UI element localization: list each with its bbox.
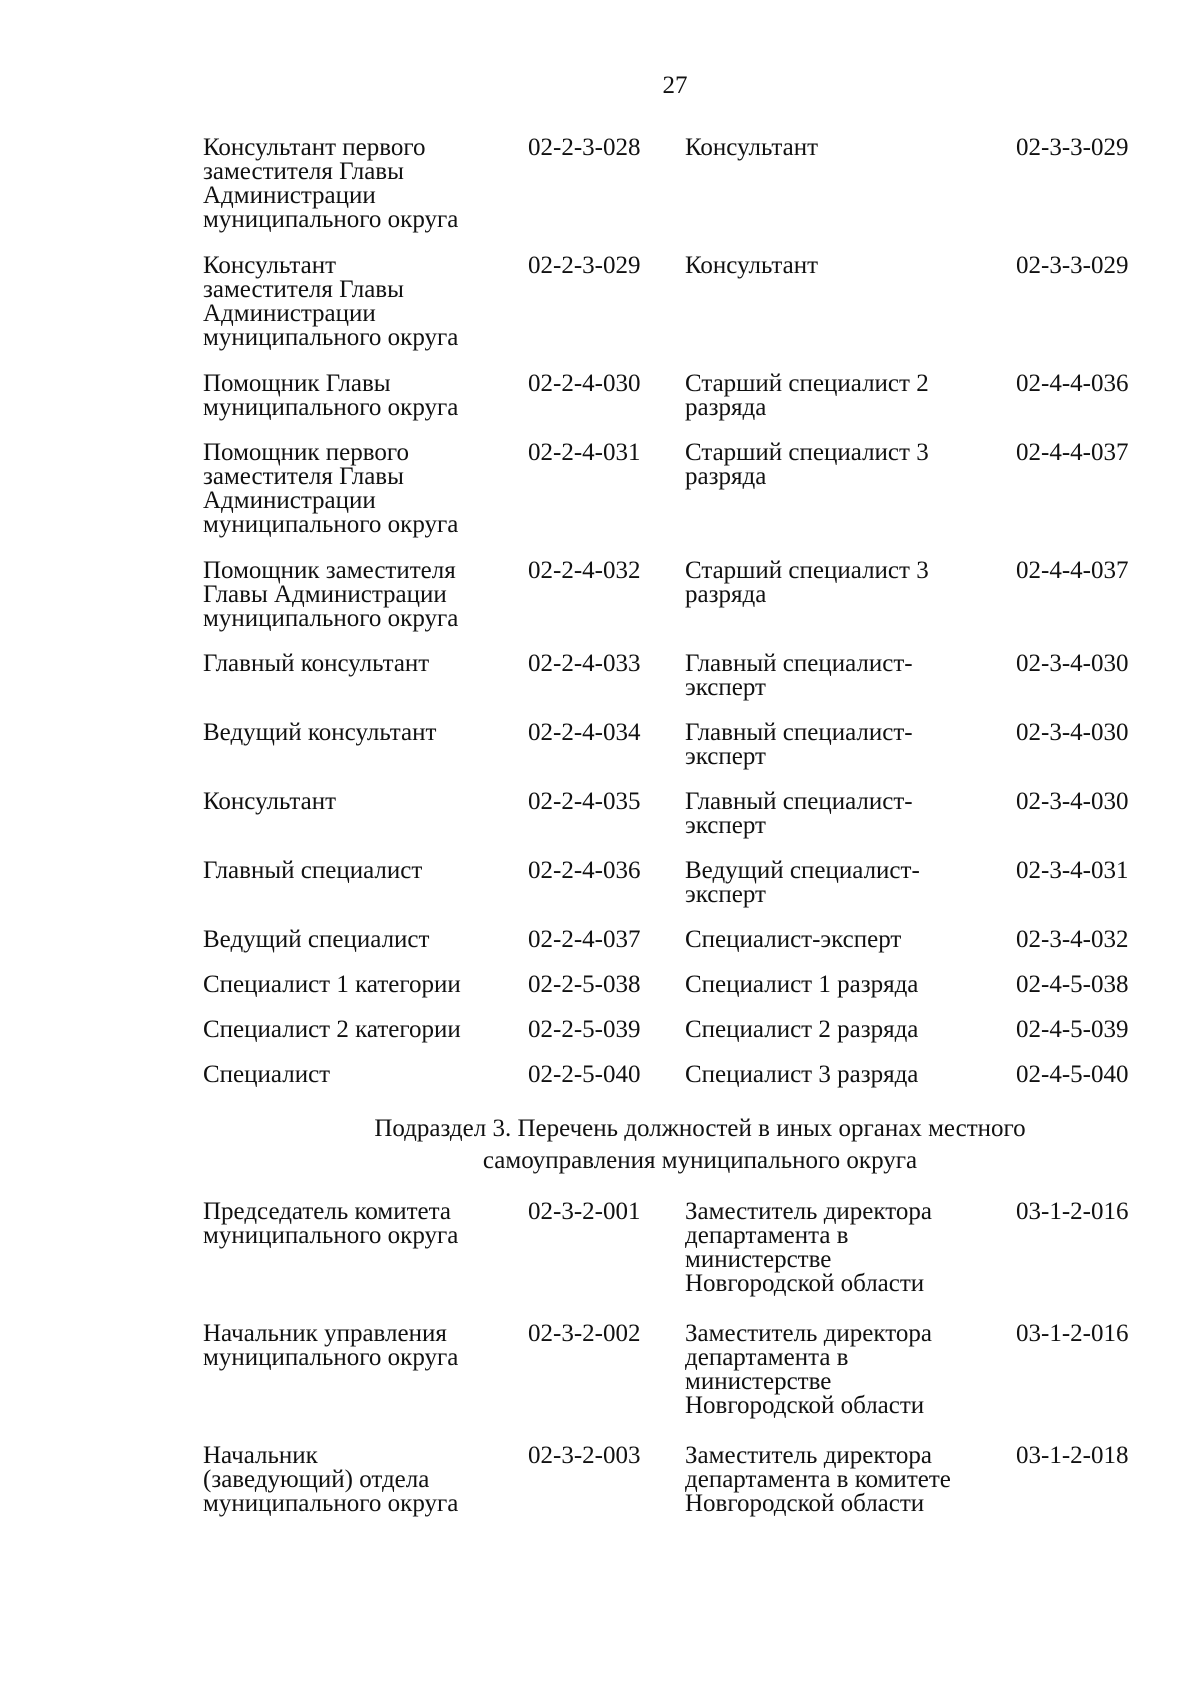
equivalent-code-cell: 02-3-4-031 — [1016, 857, 1129, 884]
equivalent-position-cell: Консультант — [685, 134, 819, 161]
equivalent-code-cell: 02-4-5-039 — [1016, 1016, 1129, 1043]
equivalent-position-cell: Специалист 3 разряда — [685, 1061, 919, 1088]
equivalent-position-cell: Заместитель директора департамента в министерстве Новгородской области — [685, 1320, 932, 1419]
position-cell: Главный консультант — [203, 650, 430, 677]
equivalent-code-cell: 02-3-3-029 — [1016, 134, 1129, 161]
code-cell: 02-2-3-029 — [528, 252, 641, 279]
code-cell: 02-2-5-039 — [528, 1016, 641, 1043]
equivalent-code-cell: 02-4-5-038 — [1016, 971, 1129, 998]
code-cell: 02-2-4-033 — [528, 650, 641, 677]
equivalent-code-cell: 03-1-2-018 — [1016, 1442, 1129, 1469]
code-cell: 02-2-4-031 — [528, 439, 641, 466]
code-cell: 02-3-2-003 — [528, 1442, 641, 1469]
equivalent-position-cell: Старший специалист 2 разряда — [685, 370, 929, 421]
code-cell: 02-2-5-038 — [528, 971, 641, 998]
code-cell: 02-2-4-032 — [528, 557, 641, 584]
position-cell: Начальник (заведующий) отдела муниципального округа — [203, 1442, 459, 1517]
code-cell: 02-2-4-030 — [528, 370, 641, 397]
equivalent-code-cell: 03-1-2-016 — [1016, 1320, 1129, 1347]
position-cell: Главный специалист — [203, 857, 423, 884]
equivalent-code-cell: 02-3-4-030 — [1016, 788, 1129, 815]
code-cell: 02-2-5-040 — [528, 1061, 641, 1088]
code-cell: 02-2-4-034 — [528, 719, 641, 746]
position-cell: Консультант заместителя Главы Администрации муниципального округа — [203, 252, 459, 351]
position-cell: Консультант первого заместителя Главы Администрации муниципального округа — [203, 134, 459, 233]
equivalent-position-cell: Главный специалист- эксперт — [685, 719, 913, 770]
page-number: 27 — [662, 72, 688, 99]
equivalent-code-cell: 02-3-4-032 — [1016, 926, 1129, 953]
equivalent-position-cell: Специалист 2 разряда — [685, 1016, 919, 1043]
equivalent-position-cell: Специалист-эксперт — [685, 926, 902, 953]
equivalent-code-cell: 02-3-4-030 — [1016, 650, 1129, 677]
code-cell: 02-2-4-035 — [528, 788, 641, 815]
equivalent-position-cell: Старший специалист 3 разряда — [685, 557, 929, 608]
equivalent-code-cell: 03-1-2-016 — [1016, 1198, 1129, 1225]
equivalent-code-cell: 02-4-4-037 — [1016, 557, 1129, 584]
code-cell: 02-3-2-002 — [528, 1320, 641, 1347]
equivalent-position-cell: Заместитель директора департамента в комитете Новгородской области — [685, 1442, 951, 1517]
position-cell: Ведущий специалист — [203, 926, 430, 953]
equivalent-position-cell: Специалист 1 разряда — [685, 971, 919, 998]
position-cell: Специалист — [203, 1061, 331, 1088]
equivalent-position-cell: Главный специалист- эксперт — [685, 650, 913, 701]
code-cell: 02-2-4-036 — [528, 857, 641, 884]
position-cell: Ведущий консультант — [203, 719, 437, 746]
equivalent-code-cell: 02-4-4-037 — [1016, 439, 1129, 466]
equivalent-position-cell: Старший специалист 3 разряда — [685, 439, 929, 490]
position-cell: Помощник заместителя Главы Администрации муниципального округа — [203, 557, 459, 632]
position-cell: Консультант — [203, 788, 337, 815]
position-cell: Помощник Главы муниципального округа — [203, 370, 459, 421]
code-cell: 02-2-3-028 — [528, 134, 641, 161]
equivalent-code-cell: 02-4-4-036 — [1016, 370, 1129, 397]
equivalent-code-cell: 02-3-4-030 — [1016, 719, 1129, 746]
code-cell: 02-2-4-037 — [528, 926, 641, 953]
position-cell: Специалист 1 категории — [203, 971, 461, 998]
equivalent-position-cell: Ведущий специалист- эксперт — [685, 857, 920, 908]
subsection-heading: Подраздел 3. Перечень должностей в иных органах местного самоуправления муниципального округа — [374, 1115, 1026, 1174]
position-cell: Помощник первого заместителя Главы Администрации муниципального округа — [203, 439, 459, 538]
equivalent-code-cell: 02-3-3-029 — [1016, 252, 1129, 279]
equivalent-position-cell: Консультант — [685, 252, 819, 279]
position-cell: Председатель комитета муниципального округа — [203, 1198, 459, 1249]
equivalent-position-cell: Главный специалист- эксперт — [685, 788, 913, 839]
equivalent-code-cell: 02-4-5-040 — [1016, 1061, 1129, 1088]
position-cell: Начальник управления муниципального округа — [203, 1320, 459, 1371]
position-cell: Специалист 2 категории — [203, 1016, 461, 1043]
code-cell: 02-3-2-001 — [528, 1198, 641, 1225]
equivalent-position-cell: Заместитель директора департамента в министерстве Новгородской области — [685, 1198, 932, 1297]
